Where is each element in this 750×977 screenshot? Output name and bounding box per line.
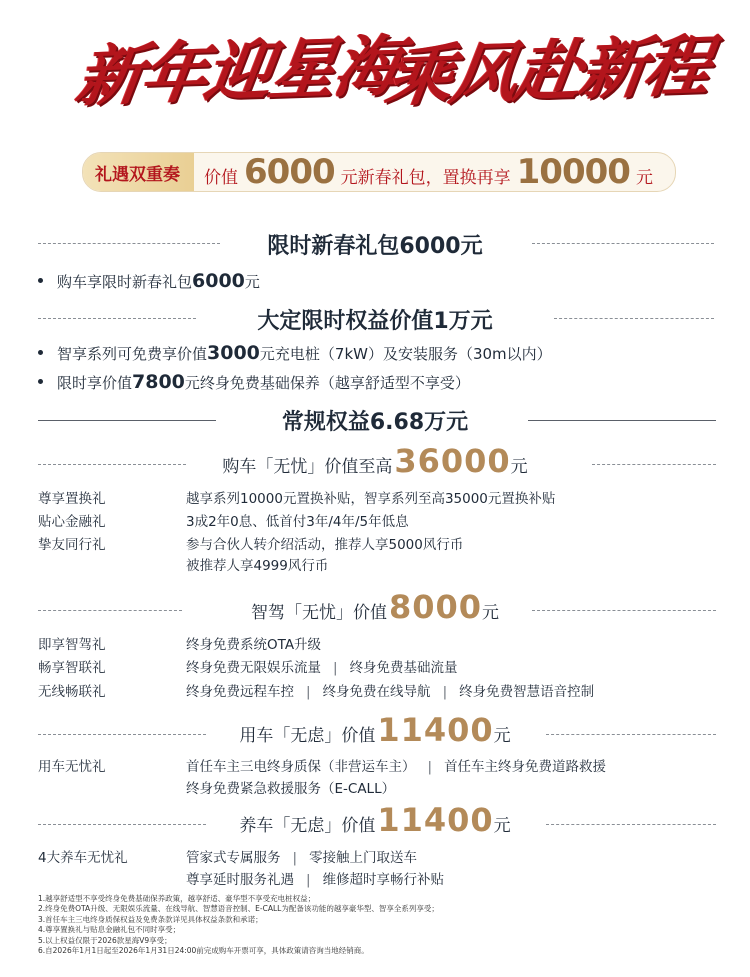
benefit-item: 终身免费基础流量 [349, 660, 458, 676]
offer-suffix: 元 [635, 168, 653, 188]
offer-prefix: 价值 [204, 168, 238, 188]
bullet-number: 7800 [132, 371, 185, 393]
offer-value-2: 10000 [516, 152, 630, 192]
offer-text [194, 152, 653, 192]
group-title-text: 智驾「无忧」价值 [250, 603, 387, 623]
footnote: 4.尊享置换礼与贴息金融礼包不同时享受； [38, 925, 181, 935]
group-title-text: 养车「无虑」价值 [239, 816, 376, 836]
benefit-text [186, 868, 444, 888]
group-value: 11400 [377, 711, 494, 749]
benefit-text [186, 680, 594, 700]
group-title-text: 用车「无虑」价值 [239, 726, 376, 746]
benefit-item: 管家式专属服务 [186, 850, 281, 866]
benefit-text: 终身免费系统OTA升级 [186, 637, 322, 653]
footnotes [38, 894, 439, 956]
group-value: 11400 [377, 801, 494, 839]
benefit-item: 终身免费在线导航 [322, 684, 431, 700]
group-value: 36000 [394, 442, 511, 480]
bullet-dot [38, 350, 43, 355]
footnote: 3.首任车主三电终身质保权益及免费条款详见具体权益条款和承诺； [38, 914, 263, 924]
headline-left: 新年迎星海 [71, 26, 405, 116]
benefit-text: 参与合伙人转介绍活动，推荐人享5000风行币 [186, 537, 464, 553]
group-title-usage [0, 711, 750, 749]
offer-middle: 元新春礼包，置换再享 [340, 168, 511, 188]
separator: | [306, 872, 311, 888]
benefit-item: 零接触上门取送车 [309, 850, 418, 866]
separator: | [292, 850, 298, 866]
group-unit: 元 [493, 816, 511, 836]
benefit-item: 维修超时享畅行补贴 [322, 872, 445, 888]
benefit-text: 越享系列10000元置换补贴，智享系列至高35000元置换补贴 [186, 491, 556, 507]
group-unit: 元 [493, 726, 511, 746]
bullet-text: 智享系列可免费享价值 [57, 345, 208, 363]
separator: | [427, 759, 433, 775]
bullet-item [38, 342, 552, 364]
offer-value-1: 6000 [244, 152, 335, 192]
section-title-regular: 常规权益6.68万元 [281, 410, 469, 435]
bullet-item [38, 270, 260, 292]
benefit-label: 用车无忧礼 [38, 759, 106, 775]
bullet-dot [38, 379, 43, 384]
benefit-item: 终身免费远程车控 [186, 684, 294, 700]
group-title-driving [0, 588, 750, 626]
bullet-number: 3000 [207, 342, 260, 364]
benefit-text: 被推荐人享4999风行币 [186, 558, 329, 574]
benefit-item: 终身免费智慧语音控制 [459, 684, 595, 700]
offer-pill [82, 152, 676, 192]
footnote: 1.越享舒适型不享受终身免费基础保养政策，越享舒适、豪华型不享受充电桩权益； [38, 894, 316, 903]
offer-tag: 礼遇双重奏 [83, 153, 194, 191]
section-title-order: 大定限时权益价值1万元 [257, 309, 493, 334]
group-value: 8000 [388, 588, 483, 626]
benefit-text: 3成2年0息、低首付3年/4年/5年低息 [186, 514, 409, 530]
bullet-text: 元充电桩（7kW）及安装服务（30m以内） [259, 345, 552, 363]
benefit-label: 4大养车无忧礼 [38, 850, 128, 866]
benefit-text [186, 846, 417, 866]
benefit-item: 首任车主三电终身质保（非营运车主） [186, 759, 416, 775]
bullet-text: 限时享价值 [57, 374, 133, 392]
footnote: 2.终身免费OTA升级、无限娱乐流量、在线导航、智慧语音控制、E-CALL为配备该功能的越享豪华型、智享全系列享受； [38, 904, 439, 914]
benefit-label: 挚友同行礼 [38, 537, 106, 553]
benefit-label: 畅享智联礼 [38, 660, 106, 676]
bullet-dot [38, 278, 43, 283]
benefit-item: 终身免费无限娱乐流量 [186, 660, 321, 676]
benefit-text: 终身免费紧急救援服务（E-CALL） [186, 781, 396, 797]
footnote: 6.自2026年1月1日起至2026年1月31日24:00前完成购车开票可享，具体政策请咨询当地经销商。 [38, 946, 369, 956]
section-title-newyear: 限时新春礼包6000元 [267, 234, 483, 259]
benefit-text [186, 755, 606, 775]
bullet-number: 6000 [192, 270, 245, 292]
separator: | [333, 660, 338, 676]
benefit-item: 首任车主终身免费道路救援 [444, 759, 607, 775]
bullet-text: 购车享限时新春礼包 [57, 273, 193, 291]
group-unit: 元 [482, 603, 500, 623]
bullet-text: 元终身免费基础保养（越享舒适型不享受） [184, 374, 470, 392]
benefit-label: 无线畅联礼 [38, 684, 106, 700]
benefit-label: 贴心金融礼 [38, 514, 106, 530]
benefit-item: 尊享延时服务礼遇 [186, 872, 294, 888]
footnote: 5.以上权益仅限于2026款星海V9享受； [38, 935, 172, 945]
separator: | [442, 684, 448, 700]
benefit-text [186, 656, 458, 676]
bullet-item [38, 371, 470, 393]
group-unit: 元 [510, 457, 528, 477]
benefit-label: 即享智驾礼 [38, 637, 106, 653]
group-title-text: 购车「无忧」价值至高 [222, 457, 393, 477]
separator: | [306, 684, 311, 700]
headline-right: 乘风赴新程 [381, 26, 715, 116]
promo-banner [0, 0, 750, 210]
bullet-unit: 元 [244, 273, 260, 291]
benefit-label: 尊享置换礼 [38, 491, 106, 507]
group-title-purchase [0, 442, 750, 480]
group-title-maintenance [0, 801, 750, 839]
